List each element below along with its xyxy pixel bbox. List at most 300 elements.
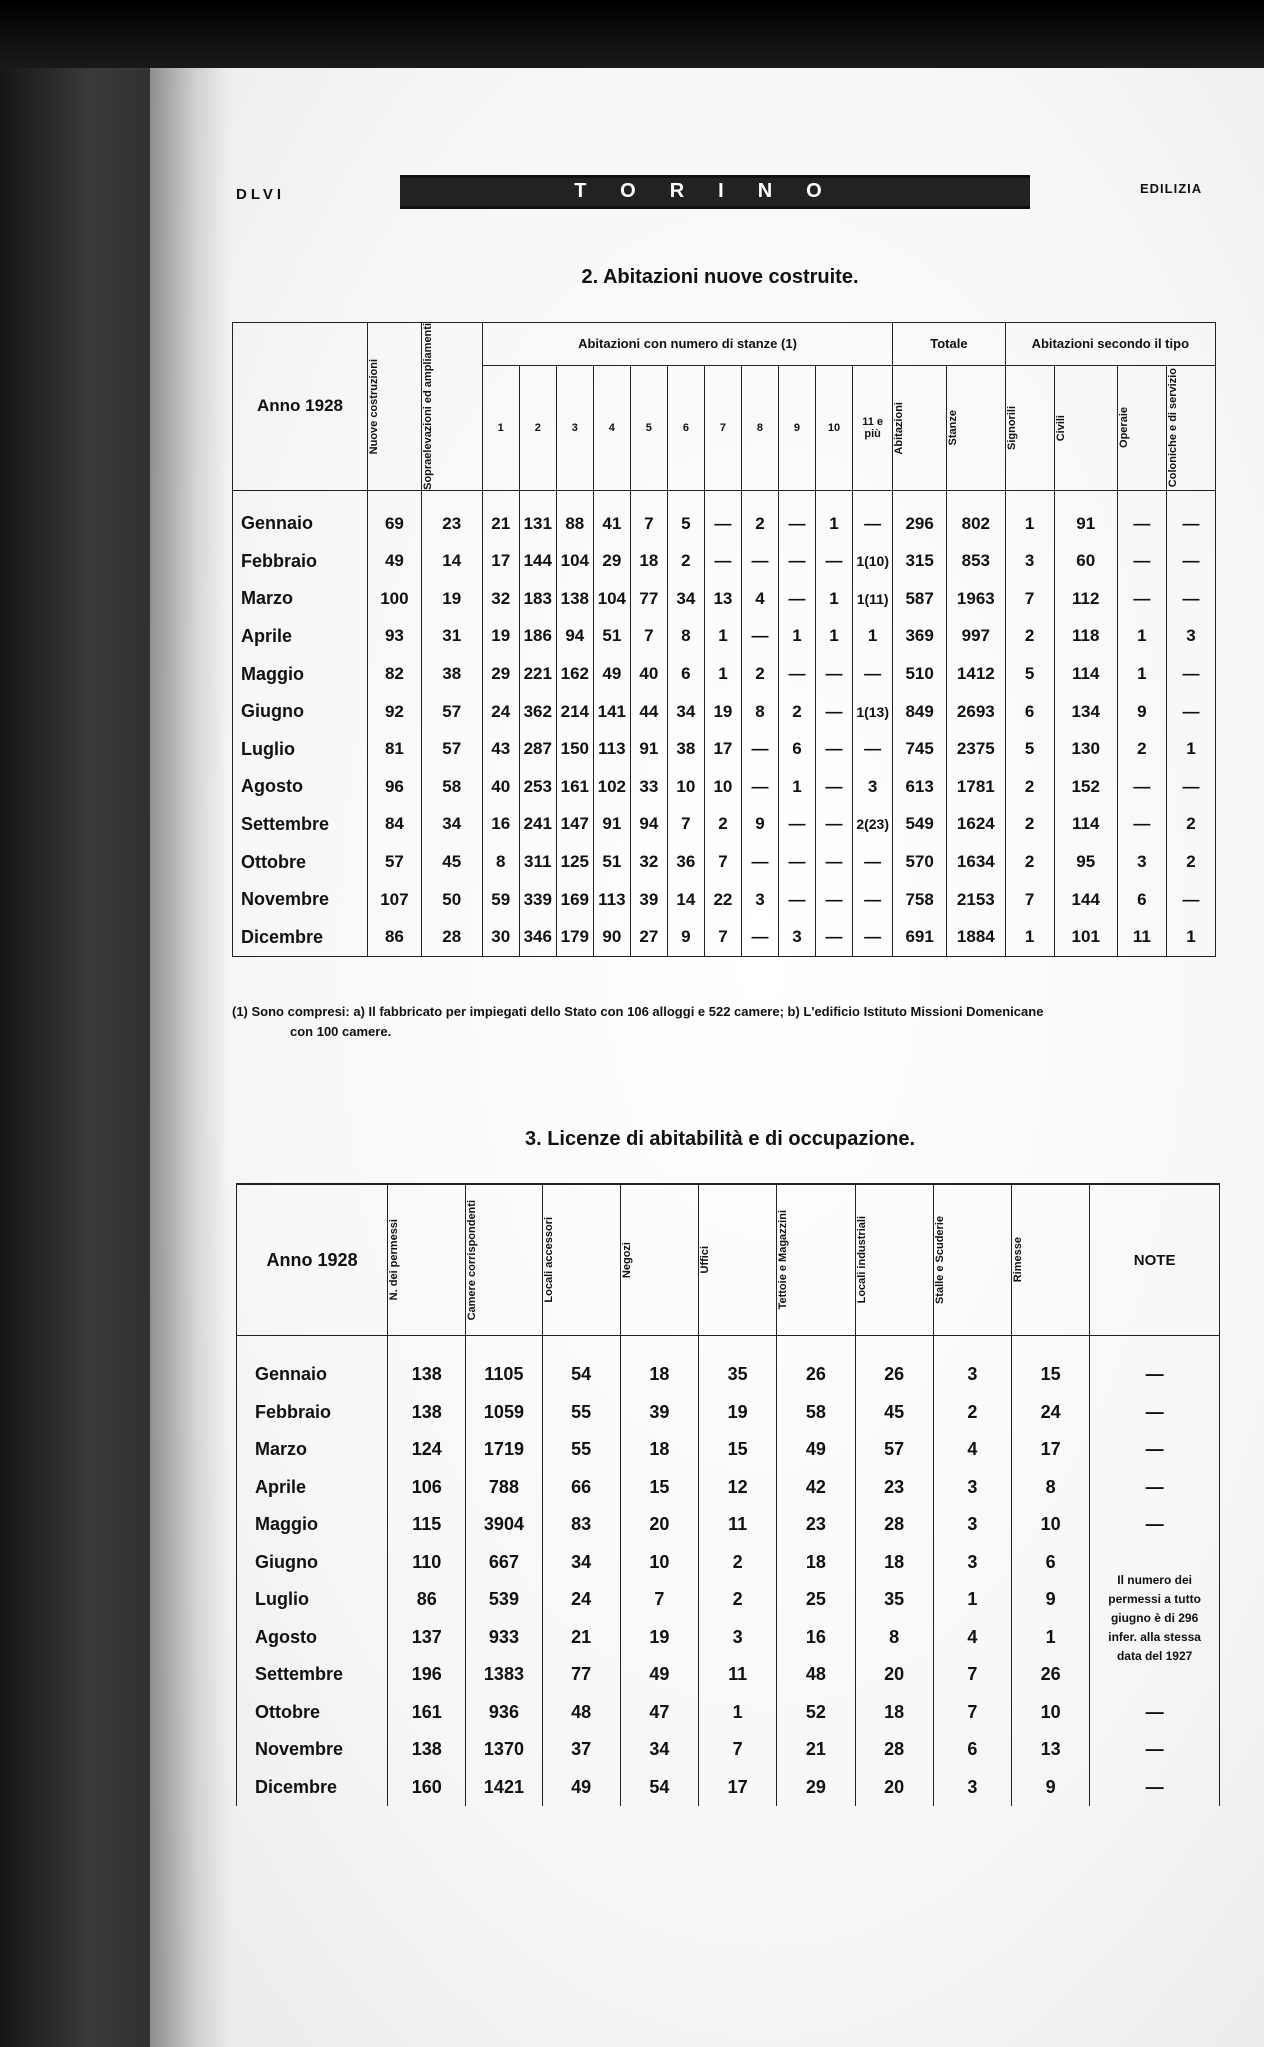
table-row [237,1431,1220,1469]
table-cell: 50 [421,881,482,919]
table-cell: 2153 [947,881,1006,919]
table-row [237,1619,1220,1657]
col-tipo-label: Coloniche e di servizio [1166,368,1179,488]
row-month: Marzo [237,1431,388,1469]
table-cell: 138 [388,1731,466,1769]
row-month: Febbraio [233,542,368,580]
table-cell: — [816,843,853,881]
table-cell: 745 [893,730,947,768]
table-cell: 539 [466,1581,542,1619]
table-cell: 138 [388,1394,466,1432]
col-stanze-7: 7 [704,365,741,490]
table-row [237,1656,1220,1694]
note-dash: — [1090,1431,1220,1469]
table-cell: 34 [667,693,704,731]
row-month: Giugno [237,1544,388,1582]
table-cell: — [741,618,778,656]
table-row [237,1581,1220,1619]
table-cell: 60 [1054,542,1117,580]
col2-label: Stalle e Scuderie [933,1215,946,1305]
table-cell: 21 [542,1619,620,1657]
table-cell: 42 [777,1469,855,1507]
table-row [237,1394,1220,1432]
table-cell: 134 [1054,693,1117,731]
table-cell: 2 [1005,843,1054,881]
col-stanze-8: 8 [741,365,778,490]
col-tipo-label: Operaie [1117,407,1130,449]
col-stanze-10: 10 [816,365,853,490]
table-row [237,1544,1220,1582]
table-cell: 2693 [947,693,1006,731]
table-cell: 47 [620,1694,698,1732]
table-cell: 49 [368,542,422,580]
table-cell: 9 [667,918,704,956]
table-cell: 3 [1005,542,1054,580]
table-cell: — [1117,768,1166,806]
table-cell: 3904 [466,1506,542,1544]
scan-left-shadow [0,68,230,2047]
table-cell: 20 [620,1506,698,1544]
table-cell: 936 [466,1694,542,1732]
table-cell: 37 [542,1731,620,1769]
table-cell: 24 [542,1581,620,1619]
table-cell: 2 [704,806,741,844]
table-cell: 57 [855,1431,933,1469]
table-cell: 45 [421,843,482,881]
table-cell: 49 [620,1656,698,1694]
table-cell: 92 [368,693,422,731]
table-cell: 7 [620,1581,698,1619]
table-cell: 28 [855,1506,933,1544]
table-cell: 7 [1005,881,1054,919]
table-cell: 7 [704,918,741,956]
table-cell: 34 [421,806,482,844]
table-cell: 17 [699,1769,777,1807]
table-cell: 11 [699,1506,777,1544]
col2-5 [777,1184,855,1336]
table-cell: 22 [704,881,741,919]
table-cell: — [1166,768,1215,806]
table-cell: — [1117,542,1166,580]
table-row [233,618,1216,656]
table-cell: 6 [778,730,815,768]
table-cell: 91 [593,806,630,844]
table-cell: 1624 [947,806,1006,844]
table-cell: — [704,542,741,580]
table-cell: 29 [593,542,630,580]
table-cell: 18 [620,1431,698,1469]
row-month: Ottobre [237,1694,388,1732]
table-cell: 141 [593,693,630,731]
table-cell: 43 [482,730,519,768]
table-cell: 253 [519,768,556,806]
col2-label: Locali accessori [542,1217,555,1303]
table-cell: 19 [704,693,741,731]
col-year2: Anno 1928 [237,1184,388,1336]
table-cell: 49 [777,1431,855,1469]
col-tipo-label: Signorili [1005,405,1018,450]
table-row [237,1506,1220,1544]
table-cell: 100 [368,580,422,618]
table-cell: 1421 [466,1769,542,1807]
row-month: Aprile [233,618,368,656]
table-cell: 152 [1054,768,1117,806]
table-row [233,542,1216,580]
row-month: Novembre [237,1731,388,1769]
table-cell: 107 [368,881,422,919]
table-cell: 2 [667,542,704,580]
col2-6 [855,1184,933,1336]
table-cell: 691 [893,918,947,956]
table-cell: 147 [556,806,593,844]
table-cell: 35 [855,1581,933,1619]
table-cell: 32 [630,843,667,881]
table-cell: — [1166,655,1215,693]
table-cell: 1 [778,768,815,806]
table-cell: 10 [1012,1694,1090,1732]
table-cell: 9 [1012,1581,1090,1619]
table-cell: 5 [1005,730,1054,768]
table-cell: 49 [593,655,630,693]
col2-label: Tettoie e Magazzini [777,1210,790,1310]
note-dash: — [1090,1769,1220,1807]
table-cell: 2 [933,1394,1011,1432]
table-cell: 58 [777,1394,855,1432]
table-cell: 3 [933,1469,1011,1507]
table-cell: 758 [893,881,947,919]
table-cell: 17 [482,542,519,580]
table-row [237,1336,1220,1394]
table-cell: 1 [816,490,853,542]
col-stanze-9: 9 [778,365,815,490]
table-cell: 110 [388,1544,466,1582]
row-month: Giugno [233,693,368,731]
table-cell: 54 [620,1769,698,1807]
table-cell: — [816,655,853,693]
table-cell: 3 [699,1619,777,1657]
table-cell: 26 [777,1336,855,1394]
col2-8 [1012,1184,1090,1336]
table-cell: 44 [630,693,667,731]
table-cell: 1 [778,618,815,656]
table-cell: 1 [853,618,893,656]
col2-label: Rimesse [1012,1237,1024,1283]
table-cell: — [1117,490,1166,542]
table-cell: 179 [556,918,593,956]
table-cell: 667 [466,1544,542,1582]
table-cell: 3 [741,881,778,919]
table-cell: 34 [542,1544,620,1582]
table-cell: 1 [699,1694,777,1732]
col-totale-label: Stanze [947,410,960,446]
table-cell: 20 [855,1769,933,1807]
table-cell: — [778,542,815,580]
table-cell: 15 [1012,1336,1090,1394]
table-cell: — [816,918,853,956]
table-cell: 131 [519,490,556,542]
table-cell: 183 [519,580,556,618]
table-cell: 4 [741,580,778,618]
table-cell: 57 [421,693,482,731]
note-dash: — [1090,1336,1220,1394]
table-cell: 1(13) [853,693,893,731]
table-cell: 34 [620,1731,698,1769]
table-cell: — [816,693,853,731]
col-tipo-2 [1117,365,1166,490]
table-cell: 2(23) [853,806,893,844]
table-cell: — [1166,542,1215,580]
table-cell: 1(11) [853,580,893,618]
row-month: Marzo [233,580,368,618]
table-abitazioni-nuove [232,322,1216,957]
col-soprael: Sopraelevazioni ed ampliamenti [421,323,482,491]
table-cell: 48 [777,1656,855,1694]
col-year: Anno 1928 [233,323,368,491]
table-cell: 11 [699,1656,777,1694]
table-cell: 55 [542,1431,620,1469]
table-cell: 24 [482,693,519,731]
table-cell: 26 [1012,1656,1090,1694]
table-cell: 144 [519,542,556,580]
col-stanze-6: 6 [667,365,704,490]
table-cell: 125 [556,843,593,881]
table-cell: 221 [519,655,556,693]
row-month: Agosto [237,1619,388,1657]
table-cell: — [741,768,778,806]
table-cell: 25 [777,1581,855,1619]
table-cell: 311 [519,843,556,881]
table-cell: — [1117,806,1166,844]
table-cell: 214 [556,693,593,731]
table-cell: — [1166,881,1215,919]
table-cell: 5 [667,490,704,542]
table-cell: 29 [482,655,519,693]
row-month: Gennaio [233,490,368,542]
table-cell: 150 [556,730,593,768]
table-cell: 21 [777,1731,855,1769]
table-cell: 19 [699,1394,777,1432]
table-cell: 4 [933,1619,1011,1657]
col-totale-label: Abitazioni [893,401,906,455]
table-cell: 8 [1012,1469,1090,1507]
note-text: Il numero dei permessi a tutto giugno è di 296 infer. alla stessa data del 1927 [1090,1544,1220,1694]
table-cell: — [853,655,893,693]
table-cell: 113 [593,881,630,919]
table-cell: 1884 [947,918,1006,956]
table-row [233,806,1216,844]
note-dash: — [1090,1506,1220,1544]
col2-0 [388,1184,466,1336]
table-cell: 124 [388,1431,466,1469]
table-cell: 28 [855,1731,933,1769]
col-tipo-0 [1005,365,1054,490]
table-cell: 3 [933,1336,1011,1394]
table-cell: 1(10) [853,542,893,580]
table-cell: 7 [704,843,741,881]
table-cell: 6 [933,1731,1011,1769]
row-month: Agosto [233,768,368,806]
table-cell: 1 [816,580,853,618]
table-cell: 296 [893,490,947,542]
table-cell: 81 [368,730,422,768]
row-month: Dicembre [233,918,368,956]
table-cell: 9 [1012,1769,1090,1807]
table-cell: 7 [699,1731,777,1769]
table-cell: 26 [855,1336,933,1394]
table-cell: 144 [1054,881,1117,919]
table-row [237,1694,1220,1732]
table-cell: 2 [699,1581,777,1619]
table-cell: 19 [482,618,519,656]
table-cell: 2 [1005,806,1054,844]
table-cell: 162 [556,655,593,693]
col-nuove: Nuove costruzioni [368,323,422,491]
table-cell: 32 [482,580,519,618]
table-cell: 33 [630,768,667,806]
table-cell: 112 [1054,580,1117,618]
table2-title: 3. Licenze di abitabilità e di occupazione. [524,1128,916,1150]
table-cell: 6 [1117,881,1166,919]
table-cell: 7 [667,806,704,844]
table-cell: 9 [1117,693,1166,731]
table-cell: — [816,806,853,844]
table-cell: 3 [1166,618,1215,656]
row-month: Febbraio [237,1394,388,1432]
table-cell: — [704,490,741,542]
row-month: Maggio [237,1506,388,1544]
table-cell: 788 [466,1469,542,1507]
table-cell: — [1166,693,1215,731]
table-cell: 57 [421,730,482,768]
table-cell: 369 [893,618,947,656]
table-cell: 161 [556,768,593,806]
table-cell: 38 [667,730,704,768]
row-month: Ottobre [233,843,368,881]
table-cell: 587 [893,580,947,618]
table-row [233,730,1216,768]
table-cell: 23 [777,1506,855,1544]
row-month: Luglio [233,730,368,768]
row-month: Settembre [237,1656,388,1694]
table-cell: 3 [1117,843,1166,881]
col-totale-abitazioni [893,365,947,490]
table-cell: 93 [368,618,422,656]
table-cell: 40 [482,768,519,806]
table-cell: 3 [933,1544,1011,1582]
table-cell: 15 [620,1469,698,1507]
footnote-line-1: (1) Sono compresi: a) Il fabbricato per impiegati dello Stato con 106 alloggi e 522 camere; b) L'edificio Istituto Missioni Domenicane [232,1004,1044,1019]
table-cell: 137 [388,1619,466,1657]
table-cell: 52 [777,1694,855,1732]
table-cell: 1412 [947,655,1006,693]
table-cell: 35 [699,1336,777,1394]
row-month: Gennaio [237,1336,388,1394]
table-row [233,580,1216,618]
row-month: Settembre [233,806,368,844]
table-cell: 1 [704,655,741,693]
table-cell: 7 [933,1694,1011,1732]
table-cell: 339 [519,881,556,919]
table-cell: 83 [542,1506,620,1544]
col-tipo-3 [1166,365,1215,490]
table-cell: 8 [741,693,778,731]
table-cell: 1059 [466,1394,542,1432]
table-cell: — [778,580,815,618]
note-dash: — [1090,1469,1220,1507]
col-stanze-2: 2 [519,365,556,490]
table-cell: 510 [893,655,947,693]
col-stanze-4: 4 [593,365,630,490]
table-cell: 94 [556,618,593,656]
table-cell: — [853,918,893,956]
table-cell: 1 [1166,918,1215,956]
table-cell: 853 [947,542,1006,580]
table-cell: — [853,843,893,881]
col2-label: N. dei permessi [388,1219,401,1301]
table-cell: 18 [630,542,667,580]
table-cell: 2375 [947,730,1006,768]
table-cell: 91 [1054,490,1117,542]
table-cell: 9 [741,806,778,844]
col2-7 [933,1184,1011,1336]
table-cell: 1 [1117,655,1166,693]
table1-footnote [232,1002,1222,1042]
table-cell: 14 [421,542,482,580]
table-cell: 39 [630,881,667,919]
table-cell: 549 [893,806,947,844]
table-cell: 849 [893,693,947,731]
table-cell: 997 [947,618,1006,656]
table-cell: 362 [519,693,556,731]
table-cell: 8 [667,618,704,656]
table-row [233,768,1216,806]
col2-4 [699,1184,777,1336]
table-cell: — [1117,580,1166,618]
table-cell: — [741,843,778,881]
table-cell: 66 [542,1469,620,1507]
table-cell: 2 [1117,730,1166,768]
table-cell: 23 [855,1469,933,1507]
table-cell: 933 [466,1619,542,1657]
table-cell: 51 [593,618,630,656]
table-cell: 18 [620,1336,698,1394]
col-stanze-3: 3 [556,365,593,490]
col2-2 [542,1184,620,1336]
table-cell: 28 [421,918,482,956]
table-cell: 346 [519,918,556,956]
col-totale-stanze [947,365,1006,490]
table-cell: 54 [542,1336,620,1394]
table-cell: 315 [893,542,947,580]
table-cell: 6 [667,655,704,693]
table-cell: 1 [704,618,741,656]
table-cell: 16 [777,1619,855,1657]
table-cell: 49 [542,1769,620,1807]
city-banner: TORINO [400,175,1030,209]
table-cell: 96 [368,768,422,806]
table-cell: 1105 [466,1336,542,1394]
col2-label: Uffici [699,1246,711,1274]
table-cell: 91 [630,730,667,768]
section-label: EDILIZIA [1140,181,1203,196]
table-cell: — [816,730,853,768]
table-cell: 16 [482,806,519,844]
table-cell: 15 [699,1431,777,1469]
table-cell: 30 [482,918,519,956]
table-cell: 287 [519,730,556,768]
table-cell: 2 [741,655,778,693]
table-cell: — [853,881,893,919]
